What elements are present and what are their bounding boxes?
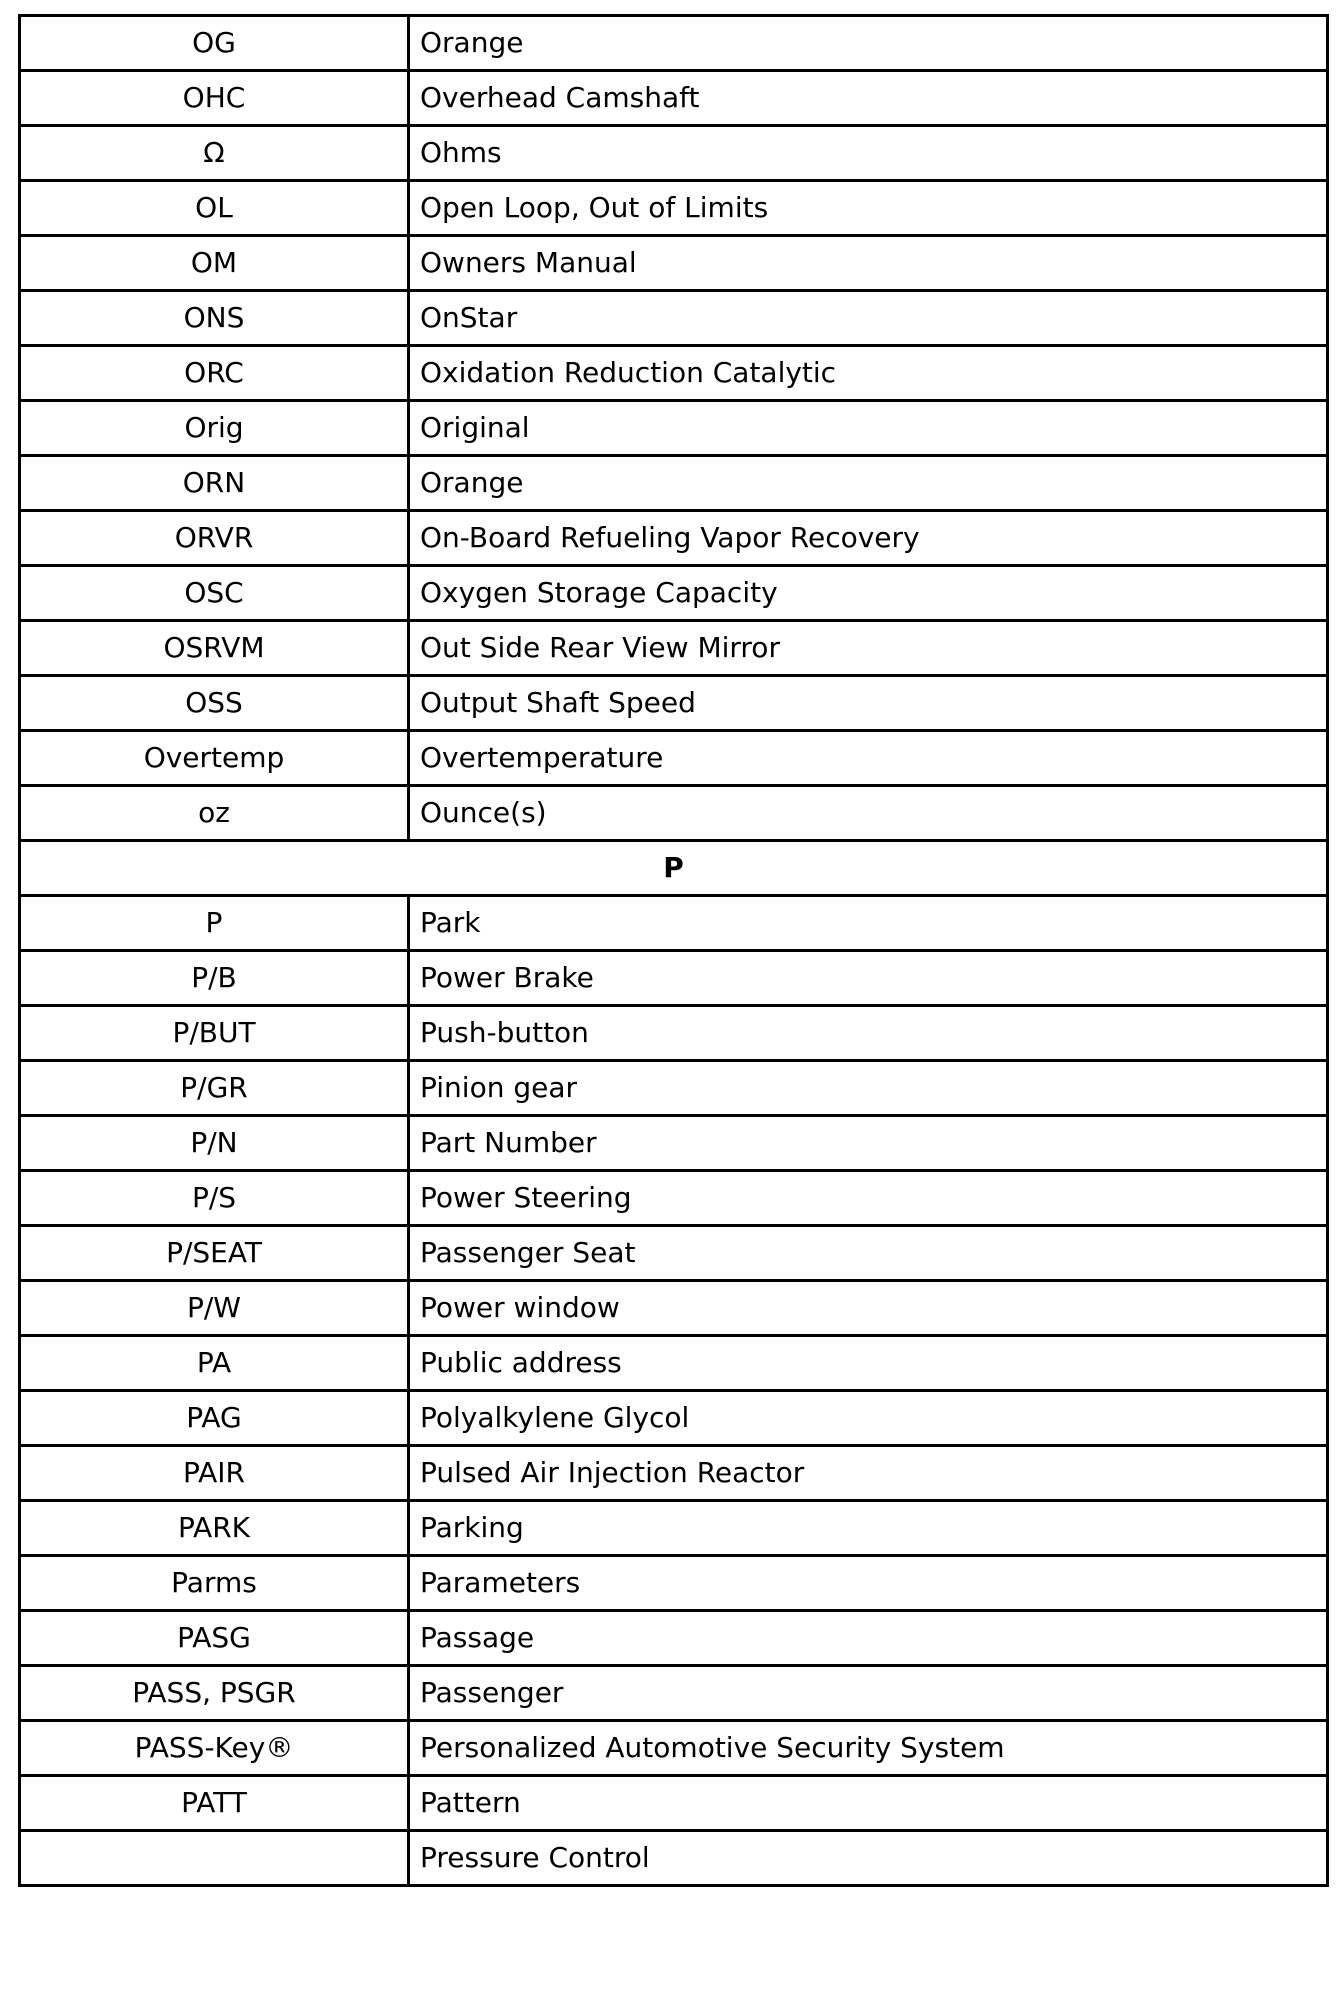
meaning-cell: Public address [409,1336,1328,1391]
abbreviation-cell [20,1831,409,1886]
abbreviation-cell: OG [20,16,409,71]
table-row [20,1611,1328,1666]
abbreviation-cell: PA [20,1336,409,1391]
table-row [20,1061,1328,1116]
abbreviation-cell: ORC [20,346,409,401]
table-row [20,1171,1328,1226]
abbreviation-cell: PAIR [20,1446,409,1501]
table-row [20,1721,1328,1776]
table-row [20,786,1328,841]
meaning-cell: Owners Manual [409,236,1328,291]
meaning-cell: Pressure Control [409,1831,1328,1886]
table-row [20,511,1328,566]
table-row [20,1831,1328,1886]
meaning-cell: Overtemperature [409,731,1328,786]
table-row [20,1226,1328,1281]
table-row [20,1336,1328,1391]
abbreviation-cell: P/W [20,1281,409,1336]
meaning-cell: Passenger [409,1666,1328,1721]
meaning-cell: Part Number [409,1116,1328,1171]
meaning-cell: Power Steering [409,1171,1328,1226]
abbreviation-cell: P/BUT [20,1006,409,1061]
meaning-cell: Passage [409,1611,1328,1666]
table-row [20,896,1328,951]
table-row [20,1281,1328,1336]
meaning-cell: Output Shaft Speed [409,676,1328,731]
abbreviation-cell: OM [20,236,409,291]
abbreviation-cell: Parms [20,1556,409,1611]
abbreviation-table [18,14,1329,1887]
meaning-cell: Park [409,896,1328,951]
meaning-cell: Passenger Seat [409,1226,1328,1281]
abbreviation-cell: Overtemp [20,731,409,786]
abbreviation-cell: P/N [20,1116,409,1171]
abbreviation-cell: PATT [20,1776,409,1831]
table-row [20,126,1328,181]
meaning-cell: Polyalkylene Glycol [409,1391,1328,1446]
abbreviation-cell: PAG [20,1391,409,1446]
table-row [20,951,1328,1006]
abbreviation-cell: PASG [20,1611,409,1666]
abbreviation-cell: ONS [20,291,409,346]
section-letter: P [20,841,1328,896]
meaning-cell: OnStar [409,291,1328,346]
table-row [20,1666,1328,1721]
table-row [20,291,1328,346]
table-row [20,401,1328,456]
table-row [20,1501,1328,1556]
abbreviation-cell: OSS [20,676,409,731]
abbreviation-cell: OSC [20,566,409,621]
abbreviation-cell: OSRVM [20,621,409,676]
meaning-cell: Oxidation Reduction Catalytic [409,346,1328,401]
abbreviation-cell: Orig [20,401,409,456]
meaning-cell: Ohms [409,126,1328,181]
meaning-cell: Open Loop, Out of Limits [409,181,1328,236]
table-row [20,566,1328,621]
table-row [20,236,1328,291]
meaning-cell: Pinion gear [409,1061,1328,1116]
meaning-cell: Personalized Automotive Security System [409,1721,1328,1776]
abbreviation-cell: P/GR [20,1061,409,1116]
meaning-cell: Pattern [409,1776,1328,1831]
meaning-cell: Pulsed Air Injection Reactor [409,1446,1328,1501]
meaning-cell: Overhead Camshaft [409,71,1328,126]
meaning-cell: Oxygen Storage Capacity [409,566,1328,621]
meaning-cell: Out Side Rear View Mirror [409,621,1328,676]
meaning-cell: Push-button [409,1006,1328,1061]
abbreviation-cell: ORVR [20,511,409,566]
table-row [20,16,1328,71]
table-row [20,181,1328,236]
table-row [20,676,1328,731]
meaning-cell: Orange [409,16,1328,71]
meaning-cell: On-Board Refueling Vapor Recovery [409,511,1328,566]
abbreviation-cell: P/S [20,1171,409,1226]
table-row [20,346,1328,401]
table-row [20,1556,1328,1611]
abbreviation-cell: P [20,896,409,951]
meaning-cell: Power Brake [409,951,1328,1006]
section-header-row [20,841,1328,896]
meaning-cell: Original [409,401,1328,456]
table-row [20,1776,1328,1831]
meaning-cell: Parking [409,1501,1328,1556]
table-row [20,1006,1328,1061]
table-row [20,1391,1328,1446]
abbreviation-cell: PARK [20,1501,409,1556]
abbreviation-cell: P/SEAT [20,1226,409,1281]
abbreviation-table-body [20,16,1328,1886]
abbreviation-cell: OL [20,181,409,236]
meaning-cell: Ounce(s) [409,786,1328,841]
meaning-cell: Orange [409,456,1328,511]
table-row [20,71,1328,126]
table-row [20,731,1328,786]
abbreviation-cell: PASS-Key® [20,1721,409,1776]
table-row [20,456,1328,511]
abbreviation-cell: OHC [20,71,409,126]
abbreviation-cell: P/B [20,951,409,1006]
abbreviation-cell: Ω [20,126,409,181]
table-row [20,1116,1328,1171]
meaning-cell: Parameters [409,1556,1328,1611]
abbreviation-cell: PASS, PSGR [20,1666,409,1721]
table-row [20,621,1328,676]
abbreviation-cell: oz [20,786,409,841]
abbreviation-cell: ORN [20,456,409,511]
meaning-cell: Power window [409,1281,1328,1336]
table-row [20,1446,1328,1501]
